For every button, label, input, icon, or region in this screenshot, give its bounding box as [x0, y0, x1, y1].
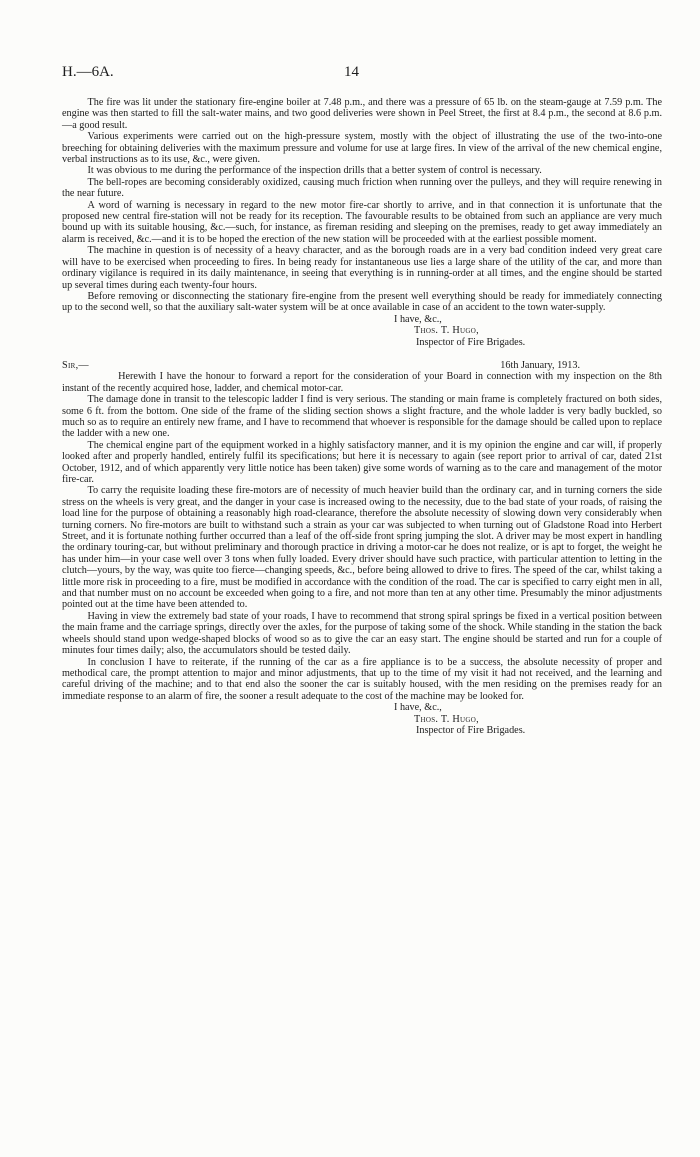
page-header	[62, 64, 662, 84]
document-reference: H.—6A.	[62, 64, 114, 80]
paragraph: Various experiments were carried out on the high-pressure system, mostly with the object of illustrating the use of the two-into-one breeching for obtaining deliveries with the maximum pressure and volume for use at large fires. In view of the arrival of the new chemical engine, verbal instructions as to its use, &c., were given.	[62, 131, 662, 166]
paragraph: Herewith I have the honour to forward a report for the consideration of your Board in connection with my inspection on the 8th instant of the recently acquired hose, ladder, and chemical motor-car.	[62, 371, 662, 394]
paragraph: Having in view the extremely bad state of your roads, I have to recommend that strong spiral springs be fixed in a vertical position between the main frame and the carriage springs, directly over the axles, for the purpose of taking some of the shock. While standing in the station the back wheels should stand upon wedge-shaped blocks of wood so as to give the car an easy start. The engine should be started and run for a couple of minutes four times daily; also, the accumulators should be tested daily.	[62, 610, 662, 657]
paragraph: Before removing or disconnecting the stationary fire-engine from the present well everything should be ready for immediately connecting up to the second well, so that the auxiliary salt-water system will be at once available in case of an accident to the town water-supply.	[62, 290, 662, 314]
paragraph: In conclusion I have to reiterate, if the running of the car as a fire appliance is to be a success, the absolute necessity of proper and methodical care, the prompt attention to major and minor adjustments, that up to the time of my visit it had not received, and the learning and careful driving of the machine; and to that end also the sooner the car is suitably housed, with the men residing on the premises ready for an immediate response to an alarm of fire, the sooner a result adequate to the cost of the machine may be looked for.	[62, 656, 662, 702]
signature-title: Inspector of Fire Brigades.	[416, 724, 526, 736]
paragraph: It was obvious to me during the performance of the inspection drills that a better system of control is necessary.	[87, 165, 542, 177]
salutation: Sir,—	[62, 359, 89, 371]
paragraph: The bell-ropes are becoming considerably oxidized, causing much friction when running over the pulleys, and they will require renewing in the near future.	[62, 176, 662, 200]
signature-block	[62, 314, 662, 348]
letter-date: 16th January, 1913.	[500, 359, 580, 371]
paragraph: The fire was lit under the stationary fire-engine boiler at 7.48 p.m., and there was a pressure of 65 lb. on the steam-gauge at 7.59 p.m. The engine was then started to fill the salt-water mains, and two good deliveries were shown in Peel Street, the first at 8.4 p.m., the second at 8.6 p.m.—a good result.	[62, 97, 662, 131]
document-body	[62, 97, 662, 736]
signature-title: Inspector of Fire Brigades.	[416, 336, 526, 348]
letter-heading	[62, 360, 662, 371]
paragraph: To carry the requisite loading these fire-motors are of necessity of much heavier build than the ordinary car, and in turning corners the side stress on the wheels is very great, and the danger in your case is increased owing to the necessity, due to the bad state of your roads, of raising the load line for the purpose of obtaining a reasonably high road-clearance, therefore the absolute necessity of slowing down very considerably when turning corners. No fire-motors are built to withstand such a strain as your car was subjected to when turning out of Gladstone Road into Herbert Street, and it is fortunate nothing further occurred than a leaf of the off-side front spring jumping the slot. A driver may be most expert in handling the ordinary touring-car, but without preliminary and thorough practice in driving a motor-car he does not realize, or is apt to forget, the weight he has under him—in your case well over 3 tons when fully loaded. Every driver should have such practice, with particular attention to letting in the clutch—yours, by the way, was quite too fierce—changing speeds, &c., before being allowed to drive to fires. The speed of the car, whilst taking a little more risk in proceeding to a fire, must be modified in accordance with the condition of the road. The car is specified to carry eight men in all, and that number must on no account be exceeded when going to a fire, and not more than ten at any other time. Presumably the minor adjustments pointed out at the time have been attended to.	[62, 485, 662, 611]
closing-line: I have, &c.,	[394, 313, 442, 325]
page-number: 14	[344, 64, 359, 80]
paragraph: The machine in question is of necessity of a heavy character, and as the borough roads are in a very bad condition indeed very great care will have to be exercised when proceeding to fires. In being ready for instantaneous use lies a large share of the utility of the car, and more than ordinary vigilance is required in its daily maintenance, in seeing that everything is in running-order at all times, and the engine should be started up several times during each twenty-four hours.	[62, 245, 662, 291]
signature-name: Thos. T. Hugo,	[414, 325, 479, 337]
closing-line: I have, &c.,	[394, 702, 442, 714]
paragraph: The damage done in transit to the telescopic ladder I find is very serious. The standing or main frame is completely fractured on both sides, some 6 ft. from the bottom. One side of the frame of the sliding section shows a slight fracture, and the whole ladder is very badly buckled, so much so as to require an entirely new frame, and I have to recommend that whoever is responsible for the damage should be called upon to replace the ladder with a new one.	[62, 394, 662, 440]
signature-name: Thos. T. Hugo,	[414, 713, 479, 725]
paragraph: A word of warning is necessary in regard to the new motor fire-car shortly to arrive, and in that connection it is unfortunate that the proposed new central fire-station will not be ready for its reception. The favourable results to be obtained from such an appliance are very much bound up with its suitable housing, &c.—such, for instance, as fireman residing and sleeping on the premises, ready to get away immediately an alarm is received, &c.—and it is to be hoped the erection of the new station will be proceeded with at the earliest possible moment.	[62, 199, 662, 245]
paragraph: The chemical engine part of the equipment worked in a highly satisfactory manner, and it is my opinion the engine and car will, if properly looked after and properly handled, entirely fulfil its specifications; but here it is necessary to again (see report prior to arrival of car, dated 21st October, 1912, and of which apparently very little notice has been taken) give some words of warning as to the care and management of the motor fire-car.	[62, 439, 662, 485]
signature-block	[62, 702, 662, 736]
